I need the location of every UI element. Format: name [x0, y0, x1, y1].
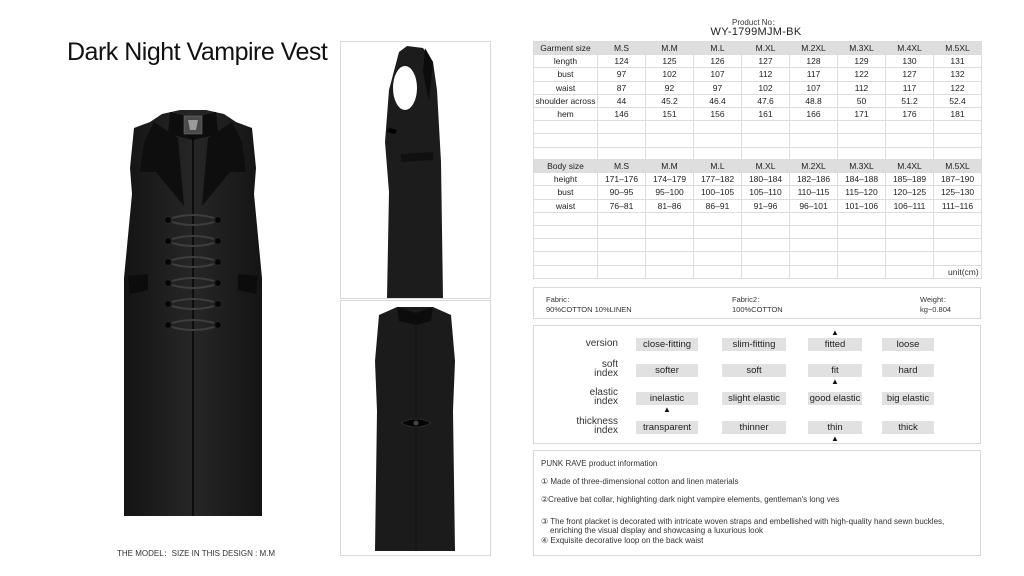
- product-number-label: Product No：: [731, 18, 781, 27]
- value-cell: [598, 121, 646, 134]
- value-cell: 125–130: [934, 186, 982, 199]
- header-cell: M.4XL: [886, 160, 934, 173]
- value-cell: 107: [694, 68, 742, 81]
- value-cell: [886, 225, 934, 238]
- fabric-2-label: Fabric2：: [732, 295, 765, 304]
- value-cell: 128: [790, 55, 838, 68]
- value-cell: [838, 212, 886, 225]
- value-cell: 52.4: [934, 94, 982, 107]
- value-cell: 97: [694, 81, 742, 94]
- header-cell: M.S: [598, 42, 646, 55]
- value-cell: 112: [742, 68, 790, 81]
- garment-size-table: [533, 41, 982, 161]
- index-option: slim-fitting: [722, 338, 786, 351]
- value-cell: [646, 121, 694, 134]
- index-label-line: elastic: [589, 387, 618, 398]
- index-label-line: thickness: [576, 416, 618, 427]
- table-row: [534, 68, 982, 81]
- value-cell: [934, 134, 982, 147]
- table-row: [534, 212, 982, 225]
- value-cell: 102: [742, 81, 790, 94]
- value-cell: 132: [934, 68, 982, 81]
- value-cell: 92: [646, 81, 694, 94]
- value-cell: [886, 252, 934, 265]
- front-vest-photo: [118, 108, 268, 520]
- index-option: thinner: [722, 421, 786, 434]
- value-cell: [742, 121, 790, 134]
- table-row: [534, 252, 982, 265]
- index-label: [548, 339, 618, 348]
- table-row: [534, 199, 982, 212]
- value-cell: [694, 239, 742, 252]
- product-info-item: ④ Exquisite decorative loop on the back waist: [541, 536, 704, 545]
- value-cell: 182–186: [790, 173, 838, 186]
- header-cell: M.5XL: [934, 42, 982, 55]
- header-cell: M.5XL: [934, 160, 982, 173]
- value-cell: [598, 134, 646, 147]
- row-label-cell: bust: [534, 68, 598, 81]
- header-cell: M.2XL: [790, 160, 838, 173]
- index-label: [548, 360, 618, 378]
- row-label-cell: length: [534, 55, 598, 68]
- value-cell: 97: [598, 68, 646, 81]
- value-cell: 51.2: [886, 94, 934, 107]
- value-cell: 122: [934, 81, 982, 94]
- index-option: loose: [882, 338, 934, 351]
- index-option: fit: [808, 364, 862, 377]
- value-cell: [934, 252, 982, 265]
- row-label-cell: [534, 121, 598, 134]
- page-title: Dark Night Vampire Vest: [67, 38, 328, 66]
- value-cell: [694, 212, 742, 225]
- value-cell: [838, 225, 886, 238]
- value-cell: 131: [934, 55, 982, 68]
- value-cell: 45.2: [646, 94, 694, 107]
- value-cell: 86–91: [694, 199, 742, 212]
- table-row: [534, 121, 982, 134]
- product-info-heading: PUNK RAVE product information: [541, 459, 658, 468]
- header-cell: M.M: [646, 42, 694, 55]
- value-cell: [886, 134, 934, 147]
- product-info-item: ① Made of three-dimensional cotton and linen materials: [541, 477, 739, 486]
- value-cell: [646, 134, 694, 147]
- weight: [920, 295, 951, 315]
- table-row: [534, 186, 982, 199]
- value-cell: 50: [838, 94, 886, 107]
- product-info-item: enriching the visual display and showcasing a luxurious look: [550, 526, 764, 535]
- header-cell: Garment size: [534, 42, 598, 55]
- value-cell: [886, 265, 934, 278]
- side-vest-photo: [341, 42, 490, 298]
- value-cell: 46.4: [694, 94, 742, 107]
- product-info-item: ③ The front placket is decorated with intricate woven straps and embellished with high-quality hand sewn buckles,: [541, 517, 945, 526]
- index-option: thick: [882, 421, 934, 434]
- weight-label: Weight：: [920, 295, 951, 304]
- table-header-row: [534, 42, 982, 55]
- value-cell: [838, 134, 886, 147]
- value-cell: 176: [886, 107, 934, 120]
- table-row: [534, 55, 982, 68]
- value-cell: [694, 225, 742, 238]
- index-label-line: index: [594, 368, 618, 379]
- row-label-cell: waist: [534, 199, 598, 212]
- value-cell: [790, 265, 838, 278]
- value-cell: 180–184: [742, 173, 790, 186]
- value-cell: 127: [886, 68, 934, 81]
- value-cell: [934, 121, 982, 134]
- value-cell: 156: [694, 107, 742, 120]
- value-cell: 81–86: [646, 199, 694, 212]
- fabric-1: [546, 295, 632, 315]
- value-cell: [838, 252, 886, 265]
- table-row: [534, 225, 982, 238]
- value-cell: [598, 265, 646, 278]
- value-cell: 185–189: [886, 173, 934, 186]
- table-row: [534, 134, 982, 147]
- value-cell: 120–125: [886, 186, 934, 199]
- value-cell: [694, 265, 742, 278]
- value-cell: [790, 121, 838, 134]
- index-option: soft: [722, 364, 786, 377]
- body-size-table: [533, 159, 982, 279]
- value-cell: 177–182: [694, 173, 742, 186]
- value-cell: [790, 239, 838, 252]
- value-cell: 124: [598, 55, 646, 68]
- table-row: [534, 107, 982, 120]
- value-cell: 76–81: [598, 199, 646, 212]
- index-label-line: index: [594, 425, 618, 436]
- value-cell: [742, 134, 790, 147]
- index-option: softer: [636, 364, 698, 377]
- table-row: [534, 239, 982, 252]
- value-cell: 96–101: [790, 199, 838, 212]
- value-cell: 125: [646, 55, 694, 68]
- value-cell: 107: [790, 81, 838, 94]
- value-cell: [742, 265, 790, 278]
- table-row: [534, 173, 982, 186]
- value-cell: [934, 239, 982, 252]
- value-cell: 105–110: [742, 186, 790, 199]
- value-cell: [790, 252, 838, 265]
- value-cell: 126: [694, 55, 742, 68]
- row-label-cell: shoulder across: [535, 95, 596, 106]
- index-option: fitted: [808, 338, 862, 351]
- fit-index-box: [533, 325, 981, 444]
- value-cell: 127: [742, 55, 790, 68]
- value-cell: [598, 225, 646, 238]
- value-cell: 110–115: [790, 186, 838, 199]
- index-option: close-fitting: [636, 338, 698, 351]
- side-view-frame: [340, 41, 491, 299]
- product-info-box: [533, 450, 981, 556]
- selected-marker-icon: ▲: [663, 405, 671, 414]
- row-label-cell: [534, 252, 598, 265]
- index-label: [548, 388, 618, 406]
- index-option: transparent: [636, 421, 698, 434]
- header-cell: M.L: [694, 42, 742, 55]
- value-cell: [934, 212, 982, 225]
- product-info-item: ②Creative bat collar, highlighting dark night vampire elements, gentleman's long ves: [541, 495, 840, 504]
- value-cell: [790, 134, 838, 147]
- index-label: [548, 417, 618, 435]
- value-cell: 174–179: [646, 173, 694, 186]
- value-cell: 130: [886, 55, 934, 68]
- value-cell: [646, 239, 694, 252]
- value-cell: [694, 121, 742, 134]
- selected-marker-icon: ▲: [831, 377, 839, 386]
- table-row: [534, 81, 982, 94]
- model-size-note: THE MODEL：SIZE IN THIS DESIGN : M.M: [117, 549, 276, 558]
- value-cell: [886, 121, 934, 134]
- value-cell: [598, 252, 646, 265]
- header-cell: M.2XL: [790, 42, 838, 55]
- value-cell: [886, 212, 934, 225]
- value-cell: [646, 265, 694, 278]
- fabric-1-value: 90%COTTON 10%LINEN: [546, 305, 632, 314]
- fabric-box: [533, 287, 981, 319]
- value-cell: [646, 225, 694, 238]
- value-cell: [742, 252, 790, 265]
- back-vest-photo: [341, 301, 490, 555]
- value-cell: 181: [934, 107, 982, 120]
- fabric-1-label: Fabric：: [546, 295, 575, 304]
- value-cell: 91–96: [742, 199, 790, 212]
- table-header-row: [534, 160, 982, 173]
- index-option: good elastic: [809, 393, 861, 404]
- value-cell: [790, 212, 838, 225]
- value-cell: 44: [598, 94, 646, 107]
- weight-value: kg~0.804: [920, 305, 952, 314]
- index-label-line: index: [594, 396, 618, 407]
- value-cell: [646, 252, 694, 265]
- header-cell: M.S: [598, 160, 646, 173]
- row-label-cell: hem: [534, 107, 598, 120]
- value-cell: 171: [838, 107, 886, 120]
- value-cell: [838, 239, 886, 252]
- row-label-cell: bust: [534, 186, 598, 199]
- row-label-cell: [534, 212, 598, 225]
- value-cell: 95–100: [646, 186, 694, 199]
- index-option: thin: [808, 421, 862, 434]
- value-cell: [598, 212, 646, 225]
- value-cell: 171–176: [598, 173, 646, 186]
- selected-marker-icon: ▲: [831, 434, 839, 443]
- value-cell: [742, 239, 790, 252]
- value-cell: 146: [598, 107, 646, 120]
- header-cell: M.XL: [742, 42, 790, 55]
- header-cell: M.3XL: [838, 42, 886, 55]
- back-view-frame: [340, 300, 491, 556]
- value-cell: 117: [790, 68, 838, 81]
- value-cell: [790, 225, 838, 238]
- value-cell: 87: [598, 81, 646, 94]
- fabric-2-value: 100%COTTON: [732, 305, 783, 314]
- row-label-cell: [534, 265, 598, 278]
- header-cell: Body size: [534, 160, 598, 173]
- index-option: slight elastic: [722, 392, 786, 405]
- row-label-cell: waist: [534, 81, 598, 94]
- row-label-cell: [534, 134, 598, 147]
- value-cell: [886, 239, 934, 252]
- value-cell: 48.8: [790, 94, 838, 107]
- value-cell: 166: [790, 107, 838, 120]
- value-cell: 117: [886, 81, 934, 94]
- value-cell: 111–116: [934, 199, 982, 212]
- index-option: big elastic: [882, 392, 934, 405]
- value-cell: 47.6: [742, 94, 790, 107]
- value-cell: 101–106: [838, 199, 886, 212]
- value-cell: [838, 121, 886, 134]
- value-cell: 106–111: [886, 199, 934, 212]
- unit-label: unit(cm): [948, 267, 979, 277]
- value-cell: 122: [838, 68, 886, 81]
- value-cell: 184–188: [838, 173, 886, 186]
- value-cell: [934, 225, 982, 238]
- value-cell: [694, 252, 742, 265]
- header-cell: M.XL: [742, 160, 790, 173]
- table-row: [534, 94, 982, 107]
- row-label-cell: [534, 225, 598, 238]
- row-label-cell: height: [534, 173, 598, 186]
- value-cell: 161: [742, 107, 790, 120]
- value-cell: 151: [646, 107, 694, 120]
- table-row: [534, 265, 982, 278]
- header-cell: M.L: [694, 160, 742, 173]
- index-label-line: version: [585, 338, 618, 349]
- index-option: hard: [882, 364, 934, 377]
- selected-marker-icon: ▲: [831, 328, 839, 337]
- header-cell: M.M: [646, 160, 694, 173]
- value-cell: [742, 225, 790, 238]
- value-cell: 115–120: [838, 186, 886, 199]
- index-option: inelastic: [636, 392, 698, 405]
- index-label-line: soft: [601, 359, 618, 370]
- header-cell: M.3XL: [838, 160, 886, 173]
- value-cell: [694, 134, 742, 147]
- product-number-value: WY-1799MJM-BK: [710, 26, 802, 38]
- value-cell: 129: [838, 55, 886, 68]
- value-cell: 100–105: [694, 186, 742, 199]
- value-cell: [646, 212, 694, 225]
- value-cell: 112: [838, 81, 886, 94]
- row-label-cell: [534, 239, 598, 252]
- value-cell: [598, 239, 646, 252]
- header-cell: M.4XL: [886, 42, 934, 55]
- value-cell: 102: [646, 68, 694, 81]
- value-cell: 187–190: [934, 173, 982, 186]
- value-cell: 90–95: [598, 186, 646, 199]
- value-cell: [838, 265, 886, 278]
- fabric-2: [732, 295, 783, 315]
- value-cell: [742, 212, 790, 225]
